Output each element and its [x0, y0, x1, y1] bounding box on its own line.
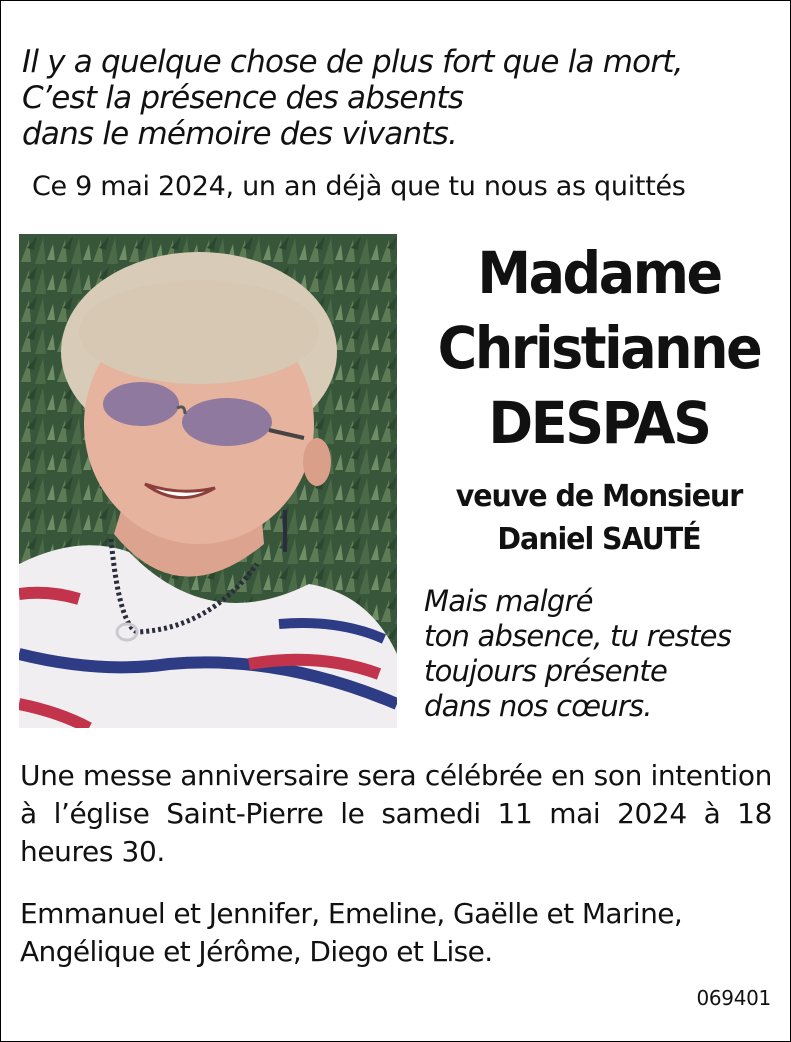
reference-number: 069401 [696, 986, 771, 1010]
deceased-name [429, 236, 769, 461]
anniversary-line: Ce 9 mai 2024, un an déjà que tu nous as quittés [32, 171, 686, 202]
deceased-last-name: DESPAS [488, 389, 710, 457]
poem-line: dans nos cœurs. [424, 689, 652, 723]
poem-line: ton absence, tu restes [424, 619, 732, 653]
spouse-line: veuve de Monsieur [455, 479, 743, 514]
spouse-name: Daniel SAUTÉ [497, 522, 701, 557]
poem-line: toujours présente [424, 654, 668, 688]
spouse-info [419, 475, 778, 561]
epigraph-quote [22, 44, 683, 152]
deceased-first-name: Christianne [437, 314, 761, 382]
portrait-illustration [19, 234, 397, 728]
remembrance-poem [424, 584, 731, 724]
portrait-photo [19, 234, 397, 728]
deceased-title: Madame [477, 239, 721, 307]
quote-line: dans le mémoire des vivants. [22, 116, 458, 152]
poem-line: Mais malgré [424, 584, 593, 618]
family-signatures [20, 895, 780, 971]
quote-line: Il y a quelque chose de plus fort que la mort, [22, 44, 683, 80]
family-line: Angélique et Jérôme, Diego et Lise. [20, 935, 493, 968]
quote-line: C’est la présence des absents [22, 80, 464, 116]
family-line: Emmanuel et Jennifer, Emeline, Gaëlle et Marine, [20, 897, 683, 930]
mass-announcement: Une messe anniversaire sera célébrée en son intention à l’église Saint-Pierre le samedi 11 mai 2024 à 18 heures 30. [20, 759, 772, 868]
